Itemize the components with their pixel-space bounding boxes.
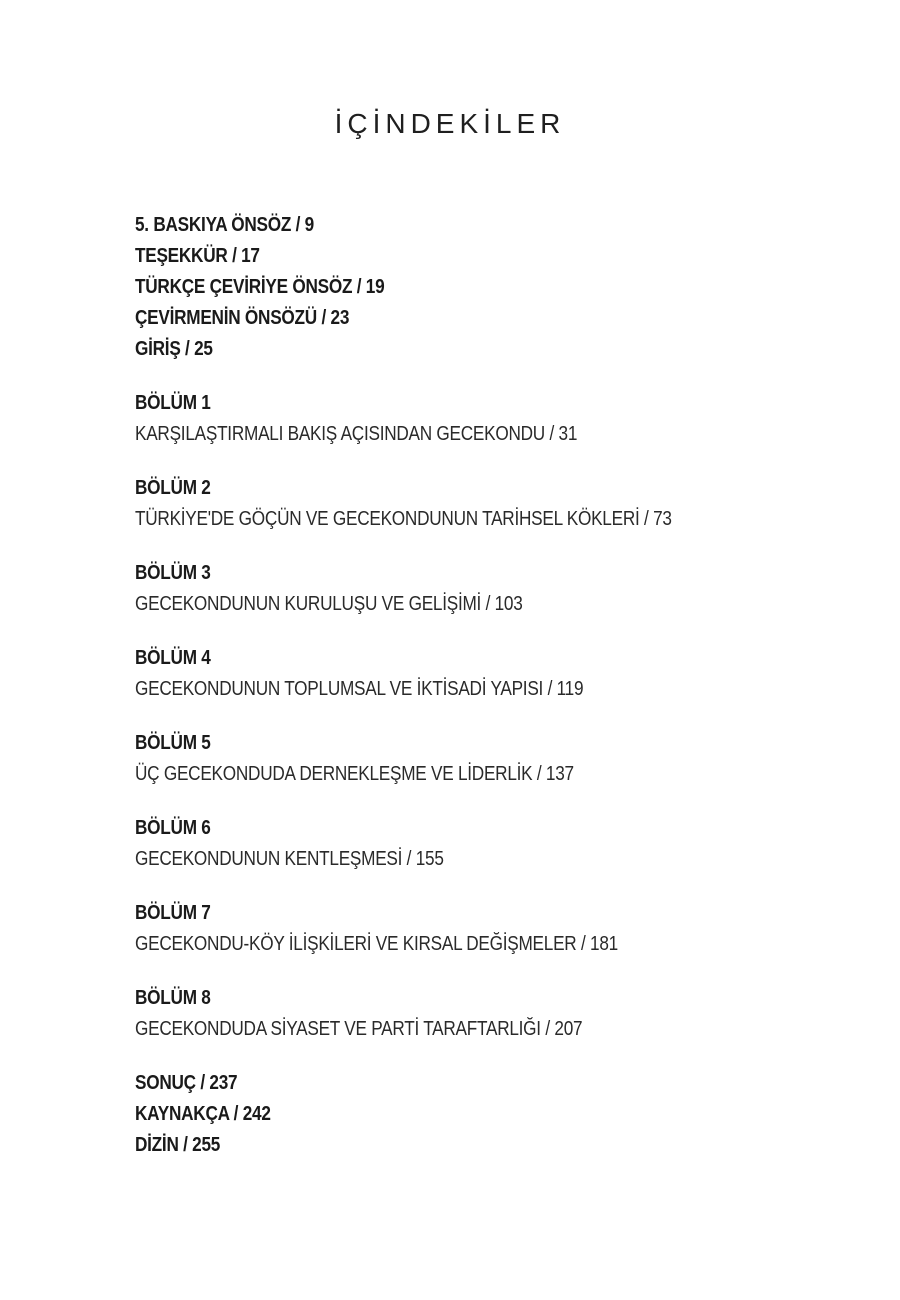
back-matter-item: DİZİN / 255 xyxy=(135,1134,221,1156)
chapter-label: BÖLÜM 5 xyxy=(135,732,211,754)
chapter-title: GECEKONDU-KÖY İLİŞKİLERİ VE KIRSAL DEĞİŞMELER / 181 xyxy=(135,933,618,955)
chapter-label: BÖLÜM 3 xyxy=(135,562,211,584)
chapter-label: BÖLÜM 4 xyxy=(135,647,211,669)
front-matter-item: ÇEVİRMENİN ÖNSÖZÜ / 23 xyxy=(135,307,350,329)
front-matter-item: GİRİŞ / 25 xyxy=(135,338,213,360)
chapter-title: ÜÇ GECEKONDUDA DERNEKLEŞME VE LİDERLİK / 137 xyxy=(135,763,574,785)
chapter-entry xyxy=(135,388,835,450)
chapter-label: BÖLÜM 2 xyxy=(135,477,211,499)
chapter-label: BÖLÜM 6 xyxy=(135,817,211,839)
front-matter-item: TEŞEKKÜR / 17 xyxy=(135,245,260,267)
chapter-label: BÖLÜM 7 xyxy=(135,902,211,924)
back-matter-item: SONUÇ / 237 xyxy=(135,1072,238,1094)
chapter-title: TÜRKİYE'DE GÖÇÜN VE GECEKONDUNUN TARİHSEL KÖKLERİ / 73 xyxy=(135,508,672,530)
chapter-entry xyxy=(135,473,835,535)
front-matter-item: 5. BASKIYA ÖNSÖZ / 9 xyxy=(135,214,315,236)
chapter-entry xyxy=(135,983,835,1045)
chapter-entry xyxy=(135,558,835,620)
chapter-title: GECEKONDUNUN KURULUŞU VE GELİŞİMİ / 103 xyxy=(135,593,523,615)
page-title: İÇİNDEKİLER xyxy=(334,108,566,139)
chapter-label: BÖLÜM 8 xyxy=(135,987,211,1009)
chapter-entry xyxy=(135,898,835,960)
chapter-title: GECEKONDUDA SİYASET VE PARTİ TARAFTARLIĞI / 207 xyxy=(135,1018,583,1040)
front-matter-item: TÜRKÇE ÇEVİRİYE ÖNSÖZ / 19 xyxy=(135,276,385,298)
chapter-entry xyxy=(135,728,835,790)
chapter-title: GECEKONDUNUN KENTLEŞMESİ / 155 xyxy=(135,848,444,870)
chapter-title: KARŞILAŞTIRMALI BAKIŞ AÇISINDAN GECEKONDU / 31 xyxy=(135,423,578,445)
chapter-entry xyxy=(135,813,835,875)
chapter-entry xyxy=(135,643,835,705)
back-matter-list xyxy=(135,1068,835,1161)
back-matter-item: KAYNAKÇA / 242 xyxy=(135,1103,271,1125)
chapter-title: GECEKONDUNUN TOPLUMSAL VE İKTİSADİ YAPISI / 119 xyxy=(135,678,584,700)
table-of-contents xyxy=(135,210,835,1161)
chapter-label: BÖLÜM 1 xyxy=(135,392,211,414)
front-matter-list xyxy=(135,210,835,365)
